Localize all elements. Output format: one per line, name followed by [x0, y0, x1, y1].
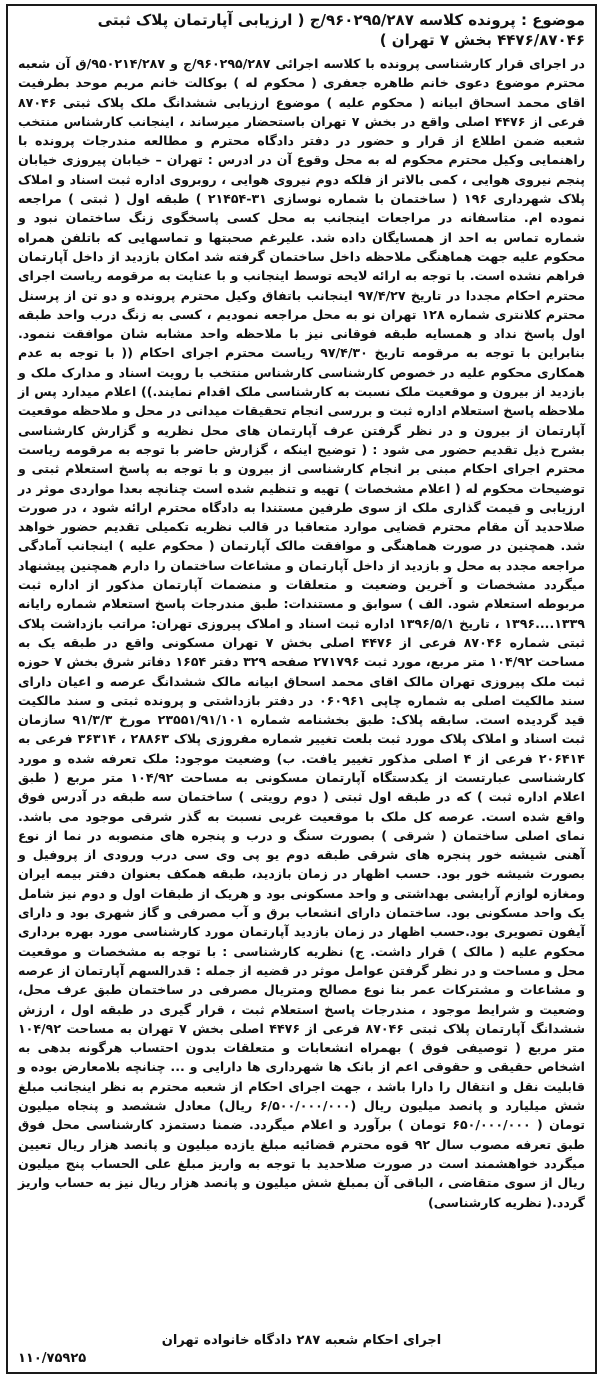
issuing-office: اجرای احکام شعبه ۲۸۷ دادگاه خانواده تهران — [161, 1333, 442, 1348]
notice-code: ۱۱۰/۷۵۹۲۵ — [18, 1351, 87, 1366]
notice-title: موضوع : پرونده کلاسه ۹۶۰۲۹۵/۲۸۷/ج ( ارزیابی آپارتمان پلاک ثبتی ۴۴۷۶/۸۷۰۴۶ بخش ۷ تهران ) — [97, 11, 585, 49]
notice-footer — [18, 1332, 585, 1368]
notice-frame — [6, 4, 597, 1374]
notice-body: در اجرای قرار کارشناسی پرونده با کلاسه اجرائی ۹۶۰۲۹۵/۲۸۷/ج و ۹۵۰۲۱۴/۲۸۷/ق آن شعبه محترم موضوع دعوی خانم طاهره جعفری ( محکوم له ) بوکالت خانم مریم موحد بطرفیت اقای محمد اسحاق ابیانه ( محکوم علیه ) موضوع ارزیابی ششدانگ ملک پلاک ثبتی ۸۷۰۴۶ فرعی از ۴۴۷۶ اصلی واقع در بخش ۷ تهران باستحضار میرساند ، اینجانب کارشناس منتخب شعبه ضمن اطلاع از قرار و حضور در دفتر دادگاه محترم و مطالعه مندرجات پرونده با راهنمایی وکیل محترم محکوم له به محل وقوع آن در ادرس : تهران – خیابان پیروزی خیابان پنجم نیروی هوایی ، کمی بالاتر از فلکه دوم نیروی هوایی ، روبروی اداره ثبت اسناد و املاک پلاک شهرداری ۱۹۶ ( ساختمان با شماره نوسازی ۳۱-۲۱۴۵۴ ) طبقه اول ( ثبتی ) مراجعه نموده ام. متاسفانه در مراجعات اینجانب به محل کسی پاسخگوی زنگ ساختمان نبود و شماره تماس به احد از همسایگان داده شد. علیرغم صحبتها و تماسهایی که باتلفن همراه محکوم علیه جهت هماهنگی ملاحظه داخل ساختمان گرفته شد امکان بازدید از داخل آپارتمان فراهم نشده است. با توجه به ارائه لایحه توسط اینجانب و با عنایت به مرقومه ریاست اجرای محترم احکام مجددا در تاریخ ۹۷/۴/۲۷ اینجانب باتفاق وکیل محترم پرونده و دو تن از پرسنل محترم کلانتری شماره ۱۲۸ تهران نو به محل مراجعه نمودیم ، کسی به زنگ درب واحد طبقه اول پاسخ نداد و همسایه طبقه فوقانی نیز با ملاحظه واحد مشابه شان موافقت ننمود. بنابراین با توجه به مرقومه تاریخ ۹۷/۴/۳۰ ریاست محترم اجرای احکام (( با توجه به عدم همکاری محکوم علیه در خصوص کارشناسی کارشناس منتخب با رویت اسناد و مدارک ملک و بازدید از بیرون و موقعیت ملک نسبت به کارشناسی ملک اقدام نمایند.)) اعلام میدارد پس از ملاحظه پاسخ استعلام اداره ثبت و بررسی انجام تحقیقات میدانی در محل و ملاحظه موقعیت آپارتمان از بیرون و در نظر گرفتن عرف آپارتمان های محل نظریه و گزارش کارشناسی بشرح ذیل تقدیم حضور می شود : ( توضیح اینکه ، گزارش حاضر با توجه به مرقومه ریاست محترم اجرای احکام مبنی بر انجام کارشناسی از بیرون و با توجه به پاسخ استعلام ثبتی و توضیحات محکوم له ( اعلام مشخصات ) تهیه و تنظیم شده است چنانچه بعدا مواردی موثر در ارزیابی و قیمت گذاری ملک از سوی طرفین مستندا به دادگاه محترم ارائه شود ، در صورت صلاحدید آن مقام محترم قضایی موارد متعاقبا در قالب نظریه تکمیلی تقدیم حضور خواهد شد. همچنین در صورت هماهنگی و موافقت مالک آپارتمان ( محکوم علیه ) اینجانب آمادگی مراجعه مجدد به محل و بازدید از داخل آپارتمان و مشاعات ساختمان را دارم همچنین پیشنهاد میگردد مشخصات و آخرین وضعیت و متعلقات و منضمات آپارتمان مذکور از اداره ثبت مربوطه استعلام شود. الف ) سوابق و مستندات: طبق مندرجات پاسخ استعلام شماره رایانه ۱۳۳۹....۱۳۹۶ ، تاریخ ۱۳۹۶/۵/۱ اداره ثبت اسناد و املاک پیروزی تهران: مراتب بازداشت پلاک ثبتی شماره ۸۷۰۴۶ فرعی از ۴۴۷۶ اصلی بخش ۷ تهران مسکونی واقع در طبقه یک به مساحت ۱۰۴/۹۲ متر مربع، مورد ثبت ۲۷۱۷۹۶ صفحه ۳۲۹ دفتر ۱۶۵۴ دفاتر شرق بخش ۷ حوزه ثبت ملک پیروزی تهران مالک اقای محمد اسحاق ابیانه مالک ششدانگ عرصه و اعیان دارای سند مالکیت اصلی به شماره چاپی ۰۶۰۹۶۱ در دفتر بازداشتی و پرونده ثبتی و سند مالکیت قید گردیده است. سابقه پلاک: طبق بخشنامه شماره ۲۳۵۵۱/۹۱/۱۰۱ مورخ ۹۱/۳/۳ سازمان ثبت اسناد و املاک پلاک مورد ثبت بلعت تغییر شماره مفروزی پلاک ۲۸۸۶۳ ، ۳۶۳۱۴ فرعی به ۲۰۶۴۱۴ فرعی از ۴ اصلی مذکور تغییر یافت. ب) وضعیت موجود: ملک تعرفه شده و مورد کارشناسی عبارتست از یکدستگاه آپارتمان مسکونی به مساحت ۱۰۴/۹۲ متر مربع ( طبق اعلام اداره ثبت ) که در طبقه اول ثبتی ( دوم رویتی ) ساختمان سه طبقه در آدرس فوق واقع شده است. عرصه کل ملک با موقعیت غربی نسبت به گذر شرقی موجود می باشد. نمای اصلی ساختمان ( شرقی ) بصورت سنگ و درب و پنجره های منصوبه در نما از نوع آهنی شیشه خور پنجره های شرقی طبقه دوم یو پی وی سی درب ورودی از پروفیل و بصورت شیشه خور بود. حسب اظهار در زمان بازدید، طبقه همکف بعنوان دفتر بیمه ایران ومغازه لوازم آرایشی بهداشتی و واحد مسکونی بود و هریک از طبقات اول و دوم نیز شامل یک واحد مسکونی بود. ساختمان دارای انشعاب برق و آب مصرفی و گاز شهری بود و دارای آیفون تصویری بود.حسب اظهار در زمان بازدید آپارتمان مورد کارشناسی مورد بهره برداری محکوم علیه ( مالک ) قرار داشت. ج) نظریه کارشناسی : با توجه به مشخصات و موقعیت محل و مساحت و در نظر گرفتن عوامل موثر در قضیه از جمله : قدرالسهم آپارتمان از عرصه و مشاعات و مشترکات عمر بنا نوع مصالح ومتریال مصرفی در ساختمان طبق عرف محل، وضعیت و شرایط موجود ، مندرجات پاسخ استعلام ثبت ، قرار گیری در طبقه اول ، ارزش ششدانگ آپارتمان پلاک ثبتی ۸۷۰۴۶ فرعی از ۴۴۷۶ اصلی بخش ۷ تهران به مساحت ۱۰۴/۹۲ متر مربع ( توصیفی فوق ) بهمراه انشعابات و متعلقات بدون احتساب هرگونه بدهی به اشخاص حقیقی و حقوقی اعم از بانک ها شهرداری ها دارایی و ... چنانچه بلامعارض بوده و قابلیت نقل و انتقال را دارا باشد ، جهت اجرای احکام از شعبه محترم به نظر اینجانب مبلغ شش میلیارد و پانصد میلیون ریال (۶/۵۰۰/۰۰۰/۰۰۰ ریال) معادل ششصد و پنجاه میلیون تومان ( ۶۵۰/۰۰۰/۰۰۰ تومان ) برآورد و اعلام میگردد. ضمنا دستمزد کارشناسی محل فوق طبق تعرفه مصوب سال ۹۲ قوه محترم قضائیه مبلغ یازده میلیون و پانصد هزار ریال تعیین میگردد خواهشمند است در صورت صلاحدید با توجه به واریز مبلغ علی الحساب پنج میلیون ریال از سوی متقاضی ، الباقی آن بمبلغ شش میلیون و پانصد هزار ریال نیز به حساب واریز گردد.( نظریه کارشناسی) — [18, 56, 586, 1210]
